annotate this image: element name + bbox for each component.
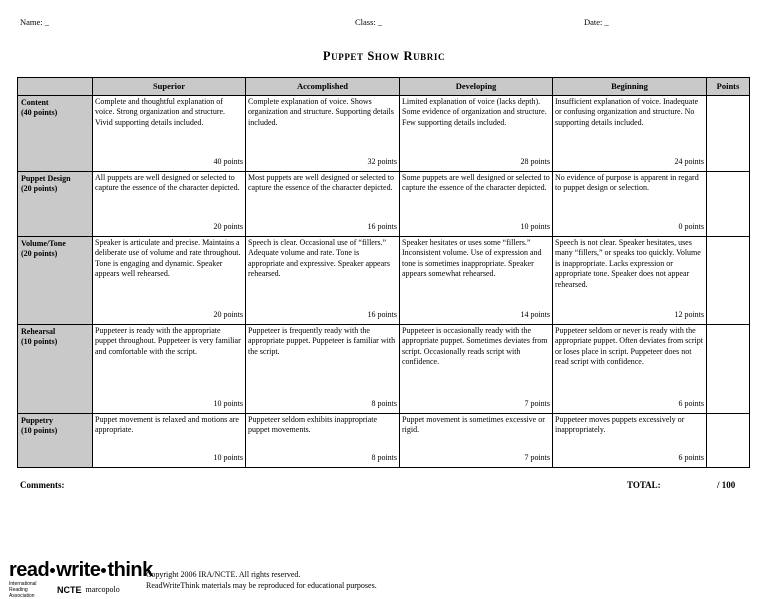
logo-word-write: write (56, 559, 101, 581)
rubric-cell-beginning (553, 172, 707, 237)
rubric-cell-superior (93, 172, 246, 237)
points-value: 20 points (213, 309, 243, 319)
descriptor-text: Puppeteer moves puppets excessively or inappropriately. (555, 415, 685, 435)
rubric-header-row (18, 78, 750, 96)
column-header-points: Points (707, 78, 750, 96)
name-field: Name: _ (20, 17, 50, 27)
rubric-cell-accomplished (246, 96, 400, 172)
criterion-name: Puppet Design (21, 174, 71, 183)
logo-word-read: read (9, 559, 50, 581)
criterion-weight: (10 points) (21, 426, 58, 436)
points-entry-cell[interactable] (707, 325, 750, 414)
points-value: 6 points (678, 452, 704, 462)
points-value: 20 points (213, 221, 243, 231)
rubric-cell-beginning (553, 237, 707, 325)
criterion-name: Rehearsal (21, 327, 56, 336)
rubric-cell-developing (400, 325, 553, 414)
criterion-weight: (40 points) (21, 108, 58, 118)
descriptor-text: Puppeteer is frequently ready with the appropriate puppet. Puppeteer is familiar with the script. (248, 326, 396, 356)
points-value: 7 points (524, 398, 550, 408)
rubric-cell-superior (93, 237, 246, 325)
class-field: Class: _ (355, 17, 383, 27)
descriptor-text: Complete and thoughtful explanation of voice. Strong organization and structure. Vivid supporting details included. (95, 97, 226, 127)
total-score: / 100 (717, 480, 736, 490)
points-entry-cell[interactable] (707, 96, 750, 172)
column-header-criterion (18, 78, 93, 96)
rubric-cell-accomplished (246, 325, 400, 414)
points-value: 10 points (213, 398, 243, 408)
points-entry-cell[interactable] (707, 237, 750, 325)
column-header-superior: Superior (93, 78, 246, 96)
ira-logo: International Reading Association (9, 581, 37, 599)
rubric-cell-accomplished (246, 414, 400, 468)
page-title: Puppet Show Rubric (322, 49, 446, 63)
criterion-cell (18, 414, 93, 468)
points-value: 28 points (520, 156, 550, 166)
ncte-logo: NCTE (57, 585, 82, 595)
criterion-name: Content (21, 98, 49, 107)
descriptor-text: No evidence of purpose is apparent in regard to puppet design or selection. (555, 173, 699, 193)
total-label: TOTAL: (627, 480, 661, 490)
descriptor-text: Puppeteer is occasionally ready with the appropriate puppet. Sometimes deviates from script. Occasionally reads script with confidence. (402, 326, 548, 367)
criterion-weight: (20 points) (21, 249, 58, 259)
points-value: 24 points (674, 156, 704, 166)
descriptor-text: All puppets are well designed or selected to capture the essence of the character depicted. (95, 173, 240, 193)
reproduction-line: ReadWriteThink materials may be reproduced for educational purposes. (146, 581, 377, 590)
criterion-cell (18, 96, 93, 172)
rubric-cell-superior (93, 414, 246, 468)
points-value: 40 points (213, 156, 243, 166)
readwritethink-logo (9, 560, 153, 580)
rubric-cell-developing (400, 237, 553, 325)
descriptor-text: Speaker is articulate and precise. Maintains a deliberate use of volume and rate throughout. Tone is engaging and dynamic. Speaker appears well rehearsed. (95, 238, 241, 279)
column-header-developing: Developing (400, 78, 553, 96)
column-header-beginning: Beginning (553, 78, 707, 96)
copyright-line: Copyright 2006 IRA/NCTE. All rights reserved. (146, 570, 301, 579)
rubric-row (18, 325, 750, 414)
points-value: 16 points (367, 309, 397, 319)
copyright-notice (146, 569, 377, 591)
points-value: 0 points (678, 221, 704, 231)
points-value: 14 points (520, 309, 550, 319)
points-entry-cell[interactable] (707, 414, 750, 468)
rubric-cell-beginning (553, 96, 707, 172)
criterion-weight: (20 points) (21, 184, 58, 194)
criterion-cell (18, 172, 93, 237)
descriptor-text: Some puppets are well designed or selected to capture the essence of the character depicted. (402, 173, 550, 193)
descriptor-text: Speaker hesitates or uses some “fillers.” Inconsistent volume. Use of expression and tone is sometimes inappropriate. Speaker appears somewhat rehearsed. (402, 238, 542, 279)
date-field: Date: _ (584, 17, 609, 27)
descriptor-text: Complete explanation of voice. Shows organization and structure. Supporting details included. (248, 97, 394, 127)
logo-dot-icon (101, 568, 106, 573)
descriptor-text: Limited explanation of voice (lacks depth). Some evidence of organization and structure. Few supporting details included. (402, 97, 547, 127)
descriptor-text: Most puppets are well designed or selected to capture the essence of the character depicted. (248, 173, 394, 193)
logo-dot-icon (50, 568, 55, 573)
points-value: 8 points (371, 452, 397, 462)
criterion-cell (18, 325, 93, 414)
criterion-name: Volume/Tone (21, 239, 66, 248)
rubric-cell-accomplished (246, 172, 400, 237)
descriptor-text: Puppet movement is relaxed and motions are appropriate. (95, 415, 239, 435)
points-value: 16 points (367, 221, 397, 231)
points-value: 6 points (678, 398, 704, 408)
rubric-cell-beginning (553, 414, 707, 468)
marcopolo-logo: marcopolo (85, 585, 120, 594)
points-value: 32 points (367, 156, 397, 166)
rubric-cell-superior (93, 96, 246, 172)
rubric-cell-superior (93, 325, 246, 414)
rubric-cell-beginning (553, 325, 707, 414)
rubric-cell-developing (400, 96, 553, 172)
rubric-row (18, 237, 750, 325)
rubric-cell-developing (400, 414, 553, 468)
descriptor-text: Puppet movement is sometimes excessive or rigid. (402, 415, 545, 435)
points-entry-cell[interactable] (707, 172, 750, 237)
points-value: 10 points (213, 452, 243, 462)
comments-label: Comments: (20, 480, 65, 490)
descriptor-text: Puppeteer seldom or never is ready with the appropriate puppet. Often deviates from script or loses place in script. Puppeteer does not read script with confidence. (555, 326, 703, 367)
rubric-row (18, 172, 750, 237)
partner-logos (9, 581, 120, 599)
column-header-accomplished: Accomplished (246, 78, 400, 96)
criterion-name: Puppetry (21, 416, 53, 425)
points-value: 12 points (674, 309, 704, 319)
descriptor-text: Puppeteer seldom exhibits inappropriate puppet movements. (248, 415, 378, 435)
rubric-cell-accomplished (246, 237, 400, 325)
rubric-cell-developing (400, 172, 553, 237)
points-value: 7 points (524, 452, 550, 462)
descriptor-text: Insufficient explanation of voice. Inadequate or confusing organization and structure. No supporting details included. (555, 97, 699, 127)
descriptor-text: Speech is clear. Occasional use of “fillers.” Adequate volume and rate. Tone is appropriate and expressive. Speaker appears rehearsed. (248, 238, 390, 279)
points-value: 10 points (520, 221, 550, 231)
rubric-row (18, 414, 750, 468)
criterion-weight: (10 points) (21, 337, 58, 347)
descriptor-text: Speech is not clear. Speaker hesitates, uses many “fillers,” or speaks too quickly. Volume is inappropriate. Lacks expression or appropriate tone. Speaker does not appear rehearsed. (555, 238, 701, 289)
rubric-row (18, 96, 750, 172)
criterion-cell (18, 237, 93, 325)
logo-word-think: think (107, 559, 153, 581)
descriptor-text: Puppeteer is ready with the appropriate puppet throughout. Puppeteer is very familiar and comfortable with the script. (95, 326, 241, 356)
points-value: 8 points (371, 398, 397, 408)
rubric-table (17, 77, 750, 468)
